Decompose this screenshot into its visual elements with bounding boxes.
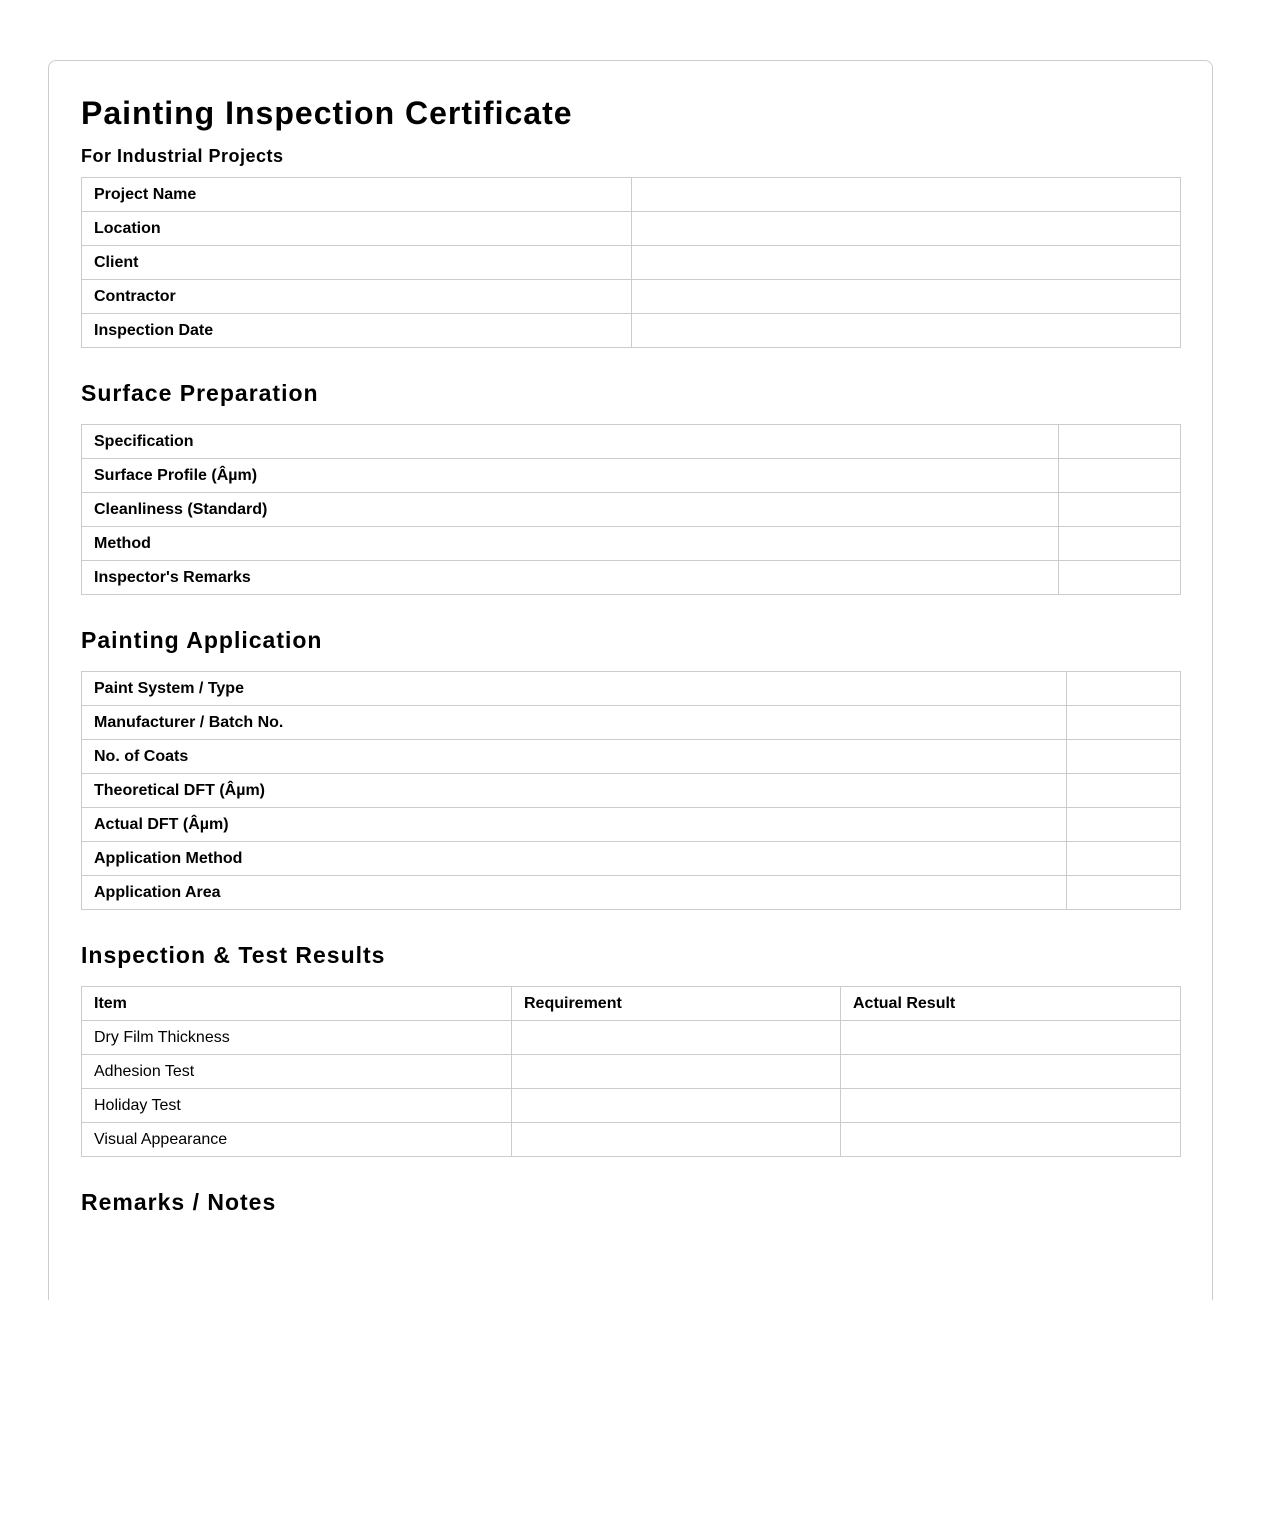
surface-preparation-table [81, 424, 1181, 595]
location-value[interactable] [632, 212, 1181, 246]
test-results-table [81, 986, 1181, 1157]
page-subtitle: For Industrial Projects [81, 146, 284, 166]
table-row [82, 493, 1181, 527]
table-row [82, 459, 1181, 493]
item-cell: Visual Appearance [82, 1123, 512, 1157]
application-method-label: Application Method [82, 842, 1067, 876]
requirement-cell[interactable] [512, 1021, 841, 1055]
table-row [82, 706, 1181, 740]
painting-application-table [81, 671, 1181, 910]
actual-result-cell[interactable] [841, 1055, 1181, 1089]
actual-result-cell[interactable] [841, 1089, 1181, 1123]
table-row [82, 842, 1181, 876]
paint-system-value[interactable] [1067, 672, 1181, 706]
table-row [82, 1089, 1181, 1123]
number-of-coats-label: No. of Coats [82, 740, 1067, 774]
paint-system-label: Paint System / Type [82, 672, 1067, 706]
painting-application-heading: Painting Application [81, 627, 323, 653]
project-name-label: Project Name [82, 178, 632, 212]
manufacturer-batch-label: Manufacturer / Batch No. [82, 706, 1067, 740]
inspector-remarks-label: Inspector's Remarks [82, 561, 1059, 595]
remarks-text [81, 1233, 1180, 1293]
item-cell: Dry Film Thickness [82, 1021, 512, 1055]
client-value[interactable] [632, 246, 1181, 280]
table-row [82, 561, 1181, 595]
remarks-heading: Remarks / Notes [81, 1189, 277, 1215]
table-row [82, 280, 1181, 314]
surface-profile-value[interactable] [1059, 459, 1181, 493]
client-label: Client [82, 246, 632, 280]
theoretical-dft-label: Theoretical DFT (Âµm) [82, 774, 1067, 808]
actual-result-cell[interactable] [841, 1021, 1181, 1055]
table-row [82, 1123, 1181, 1157]
table-row [82, 774, 1181, 808]
theoretical-dft-value[interactable] [1067, 774, 1181, 808]
cleanliness-label: Cleanliness (Standard) [82, 493, 1059, 527]
table-row [82, 246, 1181, 280]
page-title: Painting Inspection Certificate [81, 95, 573, 131]
contractor-label: Contractor [82, 280, 632, 314]
project-info-table [81, 177, 1181, 348]
manufacturer-batch-value[interactable] [1067, 706, 1181, 740]
application-area-label: Application Area [82, 876, 1067, 910]
certificate-card [48, 60, 1213, 1300]
table-row [82, 1055, 1181, 1089]
application-area-value[interactable] [1067, 876, 1181, 910]
table-row [82, 1021, 1181, 1055]
table-row [82, 808, 1181, 842]
method-value[interactable] [1059, 527, 1181, 561]
number-of-coats-value[interactable] [1067, 740, 1181, 774]
project-name-value[interactable] [632, 178, 1181, 212]
surface-profile-label: Surface Profile (Âµm) [82, 459, 1059, 493]
table-row [82, 527, 1181, 561]
table-row [82, 314, 1181, 348]
requirement-cell[interactable] [512, 1055, 841, 1089]
table-row [82, 672, 1181, 706]
item-cell: Adhesion Test [82, 1055, 512, 1089]
column-header-requirement: Requirement [512, 987, 841, 1021]
table-header-row [82, 987, 1181, 1021]
method-label: Method [82, 527, 1059, 561]
application-method-value[interactable] [1067, 842, 1181, 876]
surface-preparation-heading: Surface Preparation [81, 380, 319, 406]
actual-dft-label: Actual DFT (Âµm) [82, 808, 1067, 842]
specification-value[interactable] [1059, 425, 1181, 459]
table-row [82, 425, 1181, 459]
inspection-date-label: Inspection Date [82, 314, 632, 348]
table-row [82, 178, 1181, 212]
specification-label: Specification [82, 425, 1059, 459]
table-row [82, 212, 1181, 246]
column-header-actual-result: Actual Result [841, 987, 1181, 1021]
test-results-heading: Inspection & Test Results [81, 942, 386, 968]
table-row [82, 740, 1181, 774]
actual-dft-value[interactable] [1067, 808, 1181, 842]
contractor-value[interactable] [632, 280, 1181, 314]
cleanliness-value[interactable] [1059, 493, 1181, 527]
item-cell: Holiday Test [82, 1089, 512, 1123]
table-row [82, 876, 1181, 910]
location-label: Location [82, 212, 632, 246]
inspector-remarks-value[interactable] [1059, 561, 1181, 595]
inspection-date-value[interactable] [632, 314, 1181, 348]
requirement-cell[interactable] [512, 1123, 841, 1157]
column-header-item: Item [82, 987, 512, 1021]
requirement-cell[interactable] [512, 1089, 841, 1123]
actual-result-cell[interactable] [841, 1123, 1181, 1157]
